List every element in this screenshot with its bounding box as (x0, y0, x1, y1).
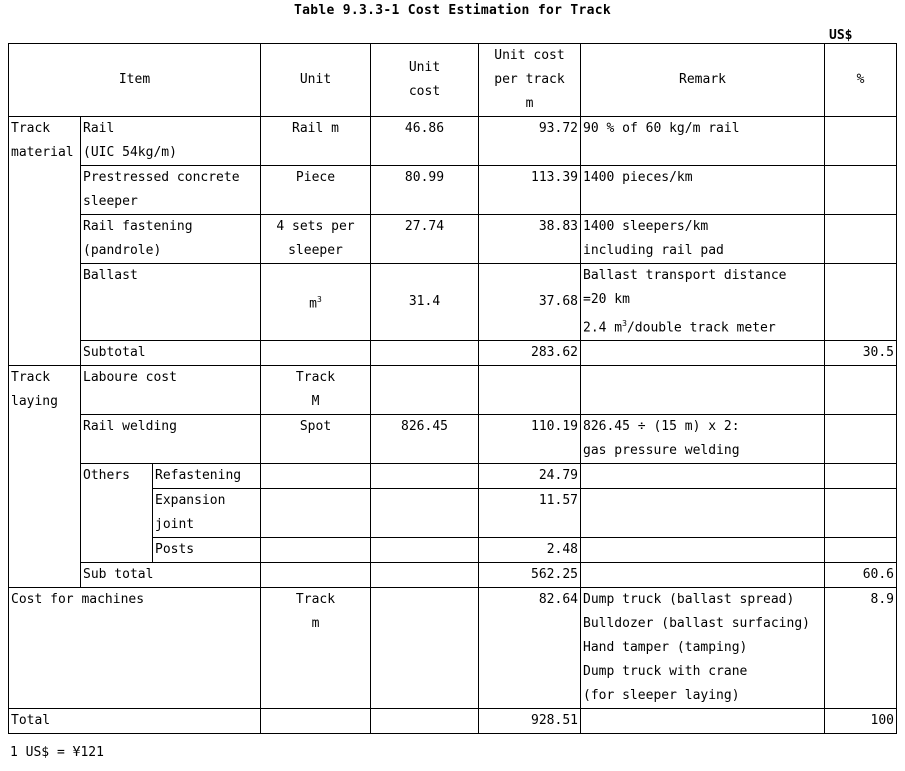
others-label: Others (81, 464, 153, 563)
per-track-cell: 37.68 (479, 264, 581, 341)
item-labour: Laboure cost (81, 366, 261, 415)
unit-cost-cell: 826.45 (371, 415, 479, 464)
percent-cell: 30.5 (825, 341, 897, 366)
unit-cell: Track M (261, 366, 371, 415)
table-row (9, 464, 897, 489)
table-row (9, 215, 897, 264)
per-track-cell: 38.83 (479, 215, 581, 264)
item-expansion-joint: Expansion joint (153, 489, 261, 538)
per-track-cell: 24.79 (479, 464, 581, 489)
item-refastening: Refastening (153, 464, 261, 489)
header-per-track: Unit cost per track m (479, 44, 581, 117)
remark-cell: 826.45 ÷ (15 m) x 2: gas pressure welding (581, 415, 825, 464)
remark-cell: Dump truck (ballast spread) Bulldozer (ballast surfacing) Hand tamper (tamping) Dump truck with crane (for sleeper laying) (581, 588, 825, 709)
header-remark: Remark (581, 44, 825, 117)
unit-cost-cell: 27.74 (371, 215, 479, 264)
table-row (9, 588, 897, 709)
header-item: Item (9, 44, 261, 117)
subtotal-label: Subtotal (81, 341, 261, 366)
remark-cell: 1400 sleepers/km including rail pad (581, 215, 825, 264)
unit-cell: $m^3$ (261, 264, 371, 341)
table-row (9, 415, 897, 464)
per-track-cell: 928.51 (479, 709, 581, 734)
header-row (9, 44, 897, 117)
header-unit: Unit (261, 44, 371, 117)
percent-cell: 8.9 (825, 588, 897, 709)
table-row (9, 264, 897, 341)
percent-cell: 60.6 (825, 563, 897, 588)
cost-estimation-table (8, 43, 897, 734)
percent-cell (825, 264, 897, 341)
unit-cost-cell: 31.4 (371, 264, 479, 341)
header-percent: % (825, 44, 897, 117)
remark-cell: 90 % of 60 kg/m rail (581, 117, 825, 166)
percent-cell (825, 117, 897, 166)
per-track-cell: 110.19 (479, 415, 581, 464)
table-row (9, 366, 897, 415)
subtotal-label: Sub total (81, 563, 261, 588)
per-track-cell: 82.64 (479, 588, 581, 709)
table-row (9, 117, 897, 166)
per-track-cell: 562.25 (479, 563, 581, 588)
percent-cell (825, 166, 897, 215)
unit-cost-cell: 46.86 (371, 117, 479, 166)
unit-cell: Track m (261, 588, 371, 709)
subtotal-row (9, 341, 897, 366)
per-track-cell: 283.62 (479, 341, 581, 366)
unit-cell: Rail m (261, 117, 371, 166)
total-label: Total (9, 709, 261, 734)
table-row (9, 166, 897, 215)
per-track-cell: 2.48 (479, 538, 581, 563)
item-rail-fastening: Rail fastening (pandrole) (81, 215, 261, 264)
group-track-laying: Track laying (9, 366, 81, 588)
remark-cell: Ballast transport distance =20 km 2.4 $m^3$/double track meter (581, 264, 825, 341)
unit-cell: 4 sets per sleeper (261, 215, 371, 264)
exchange-rate-footnote: 1 US$ = ¥121 (10, 745, 104, 760)
unit-cell: Spot (261, 415, 371, 464)
item-rail: Rail (UIC 54kg/m) (81, 117, 261, 166)
per-track-cell: 11.57 (479, 489, 581, 538)
group-track-material: Track material (9, 117, 81, 366)
header-unit-cost: Unit cost (371, 44, 479, 117)
subtotal-row (9, 563, 897, 588)
remark-cell: 1400 pieces/km (581, 166, 825, 215)
item-machines: Cost for machines (9, 588, 261, 709)
item-rail-welding: Rail welding (81, 415, 261, 464)
unit-cost-cell: 80.99 (371, 166, 479, 215)
item-posts: Posts (153, 538, 261, 563)
per-track-cell: 93.72 (479, 117, 581, 166)
percent-cell: 100 (825, 709, 897, 734)
item-ballast: Ballast (81, 264, 261, 341)
per-track-cell: 113.39 (479, 166, 581, 215)
percent-cell (825, 215, 897, 264)
item-sleeper: Prestressed concrete sleeper (81, 166, 261, 215)
table-title: Table 9.3.3-1 Cost Estimation for Track (294, 3, 611, 18)
total-row (9, 709, 897, 734)
currency-label: US$ (829, 28, 853, 43)
unit-cell: Piece (261, 166, 371, 215)
